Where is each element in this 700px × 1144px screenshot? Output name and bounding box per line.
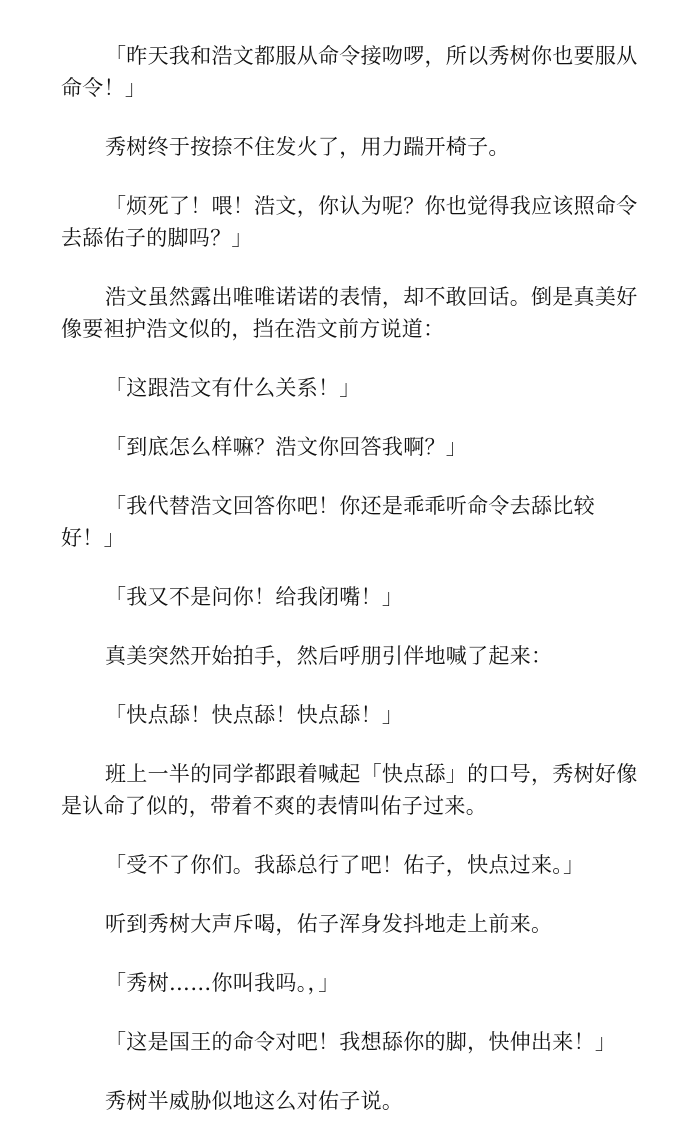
paragraph-8: 「我又不是问你！给我闭嘴！」 xyxy=(105,585,404,609)
paragraph-11: 班上一半的同学都跟着喊起「快点舔」的口号，秀树好像是认命了似的，带着不爽的表情叫佑子过来。 xyxy=(61,762,638,818)
paragraph-7: 「我代替浩文回答你吧！你还是乖乖听命令去舔比较好！」 xyxy=(61,494,595,550)
paragraph-12: 「受不了你们。我舔总行了吧！佑子，快点过来。」 xyxy=(105,853,585,877)
paragraph-9: 真美突然开始拍手，然后呼朋引伴地喊了起来： xyxy=(105,644,553,668)
paragraph-4: 浩文虽然露出唯唯诺诺的表情，却不敢回话。倒是真美好像要袒护浩文似的，挡在浩文前方说道： xyxy=(61,285,638,341)
paragraph-2: 秀树终于按捺不住发火了，用力踹开椅子。 xyxy=(105,135,510,159)
paragraph-1: 「昨天我和浩文都服从命令接吻啰，所以秀树你也要服从命令！」 xyxy=(61,44,638,100)
document-body xyxy=(61,40,641,1144)
paragraph-15: 「这是国王的命令对吧！我想舔你的脚，快伸出来！」 xyxy=(105,1030,617,1054)
paragraph-5: 「这跟浩文有什么关系！」 xyxy=(105,376,361,400)
paragraph-6: 「到底怎么样嘛？浩文你回答我啊？」 xyxy=(105,435,468,459)
paragraph-16: 秀树半威胁似地这么对佑子说。 xyxy=(105,1089,404,1113)
paragraph-14: 「秀树……你叫我吗。，」 xyxy=(105,971,340,995)
paragraph-3: 「烦死了！喂！浩文，你认为呢？你也觉得我应该照命令去舔佑子的脚吗？」 xyxy=(61,194,638,250)
paragraph-10: 「快点舔！快点舔！快点舔！」 xyxy=(105,703,404,727)
paragraph-13: 听到秀树大声斥喝，佑子浑身发抖地走上前来。 xyxy=(105,912,553,936)
